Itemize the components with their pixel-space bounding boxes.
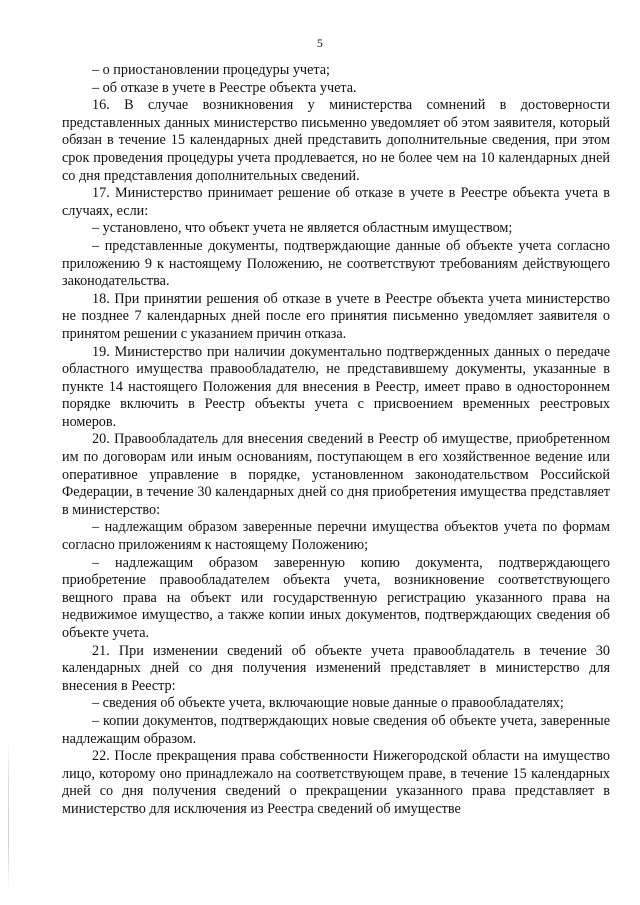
paragraph-19: 19. Министерство при наличии документально подтвержденных данных о передаче областного имущества правообладателю, не представившему документы, указанные в пункте 14 настоящего Положения для внесения в Реестр, имеет право в одностороннем порядке включить в Реестр объекты учета с присвоением временных реестровых номеров.	[62, 343, 610, 430]
paragraph-18: 18. При принятии решения об отказе в учете в Реестре объекта учета министерство не позднее 7 календарных дней после его принятия письменно уведомляет заявителя о принятом решении с указанием причин отказа.	[62, 290, 610, 342]
paragraph-bullet-suspension: – о приостановлении процедуры учета;	[92, 62, 330, 78]
paragraph-17: 17. Министерство принимает решение об отказе в учете в Реестре объекта учета в случаях, если:	[62, 185, 610, 219]
scan-edge-line	[8, 740, 9, 890]
document-body	[62, 62, 610, 819]
paragraph-21: 21. При изменении сведений об объекте учета правообладатель в течение 30 календарных дней со дня получения изменений представляет в министерство для внесения в Реестр:	[62, 642, 610, 694]
paragraph-bullet-refusal: – об отказе в учете в Реестре объекта учета.	[92, 79, 357, 96]
paragraph-17-item-1: – установлено, что объект учета не является областным имуществом;	[92, 220, 513, 237]
page-number: 5	[316, 36, 324, 50]
paragraph-20: 20. Правообладатель для внесения сведений в Реестр об имуществе, приобретенном им по договорам или иным основаниям, поступающем в его хозяйственное ведение или оперативное управление в порядке, установленном законодательством Российской Федерации, в течение 30 календарных дней со дня приобретения имущества представляет в министерство:	[62, 431, 610, 518]
paragraph-21-item-2: – копии документов, подтверждающих новые сведения об объекте учета, заверенные надлежащим образом.	[62, 712, 610, 747]
paragraph-20-item-2: – надлежащим образом заверенную копию документа, подтверждающего приобретение правообладателем объекта учета, возникновение соответствующего вещного права на объект или государственную регистрацию указанного права на недвижимое имущество, а также копии иных документов, подтверждающих сведения об объекте учета.	[62, 554, 610, 641]
paragraph-17-item-2: – представленные документы, подтверждающие данные об объекте учета согласно приложению 9 к настоящему Положению, не соответствуют требованиям действующего законодательства.	[62, 237, 610, 290]
paragraph-22: 22. После прекращения права собственности Нижегородской области на имущество лицо, которому оно принадлежало на соответствующем праве, в течение 15 календарных дней со дня получения сведений о прекращении указанного права представляет в министерство для исключения из Реестра сведений об имуществе	[62, 748, 610, 817]
paragraph-21-item-1: – сведения об объекте учета, включающие новые данные о правообладателях;	[92, 695, 564, 712]
paragraph-20-item-1: – надлежащим образом заверенные перечни имущества объектов учета по формам согласно приложениям к настоящему Положению;	[62, 519, 610, 554]
paragraph-16: 16. В случае возникновения у министерства сомнений в достоверности представленных данных министерство письменно уведомляет об этом заявителя, который обязан в течение 15 календарных дней представить дополнительные сведения, при этом срок проведения процедуры учета продлевается, но не более чем на 10 календарных дней со дня представления дополнительных сведений.	[62, 97, 610, 184]
